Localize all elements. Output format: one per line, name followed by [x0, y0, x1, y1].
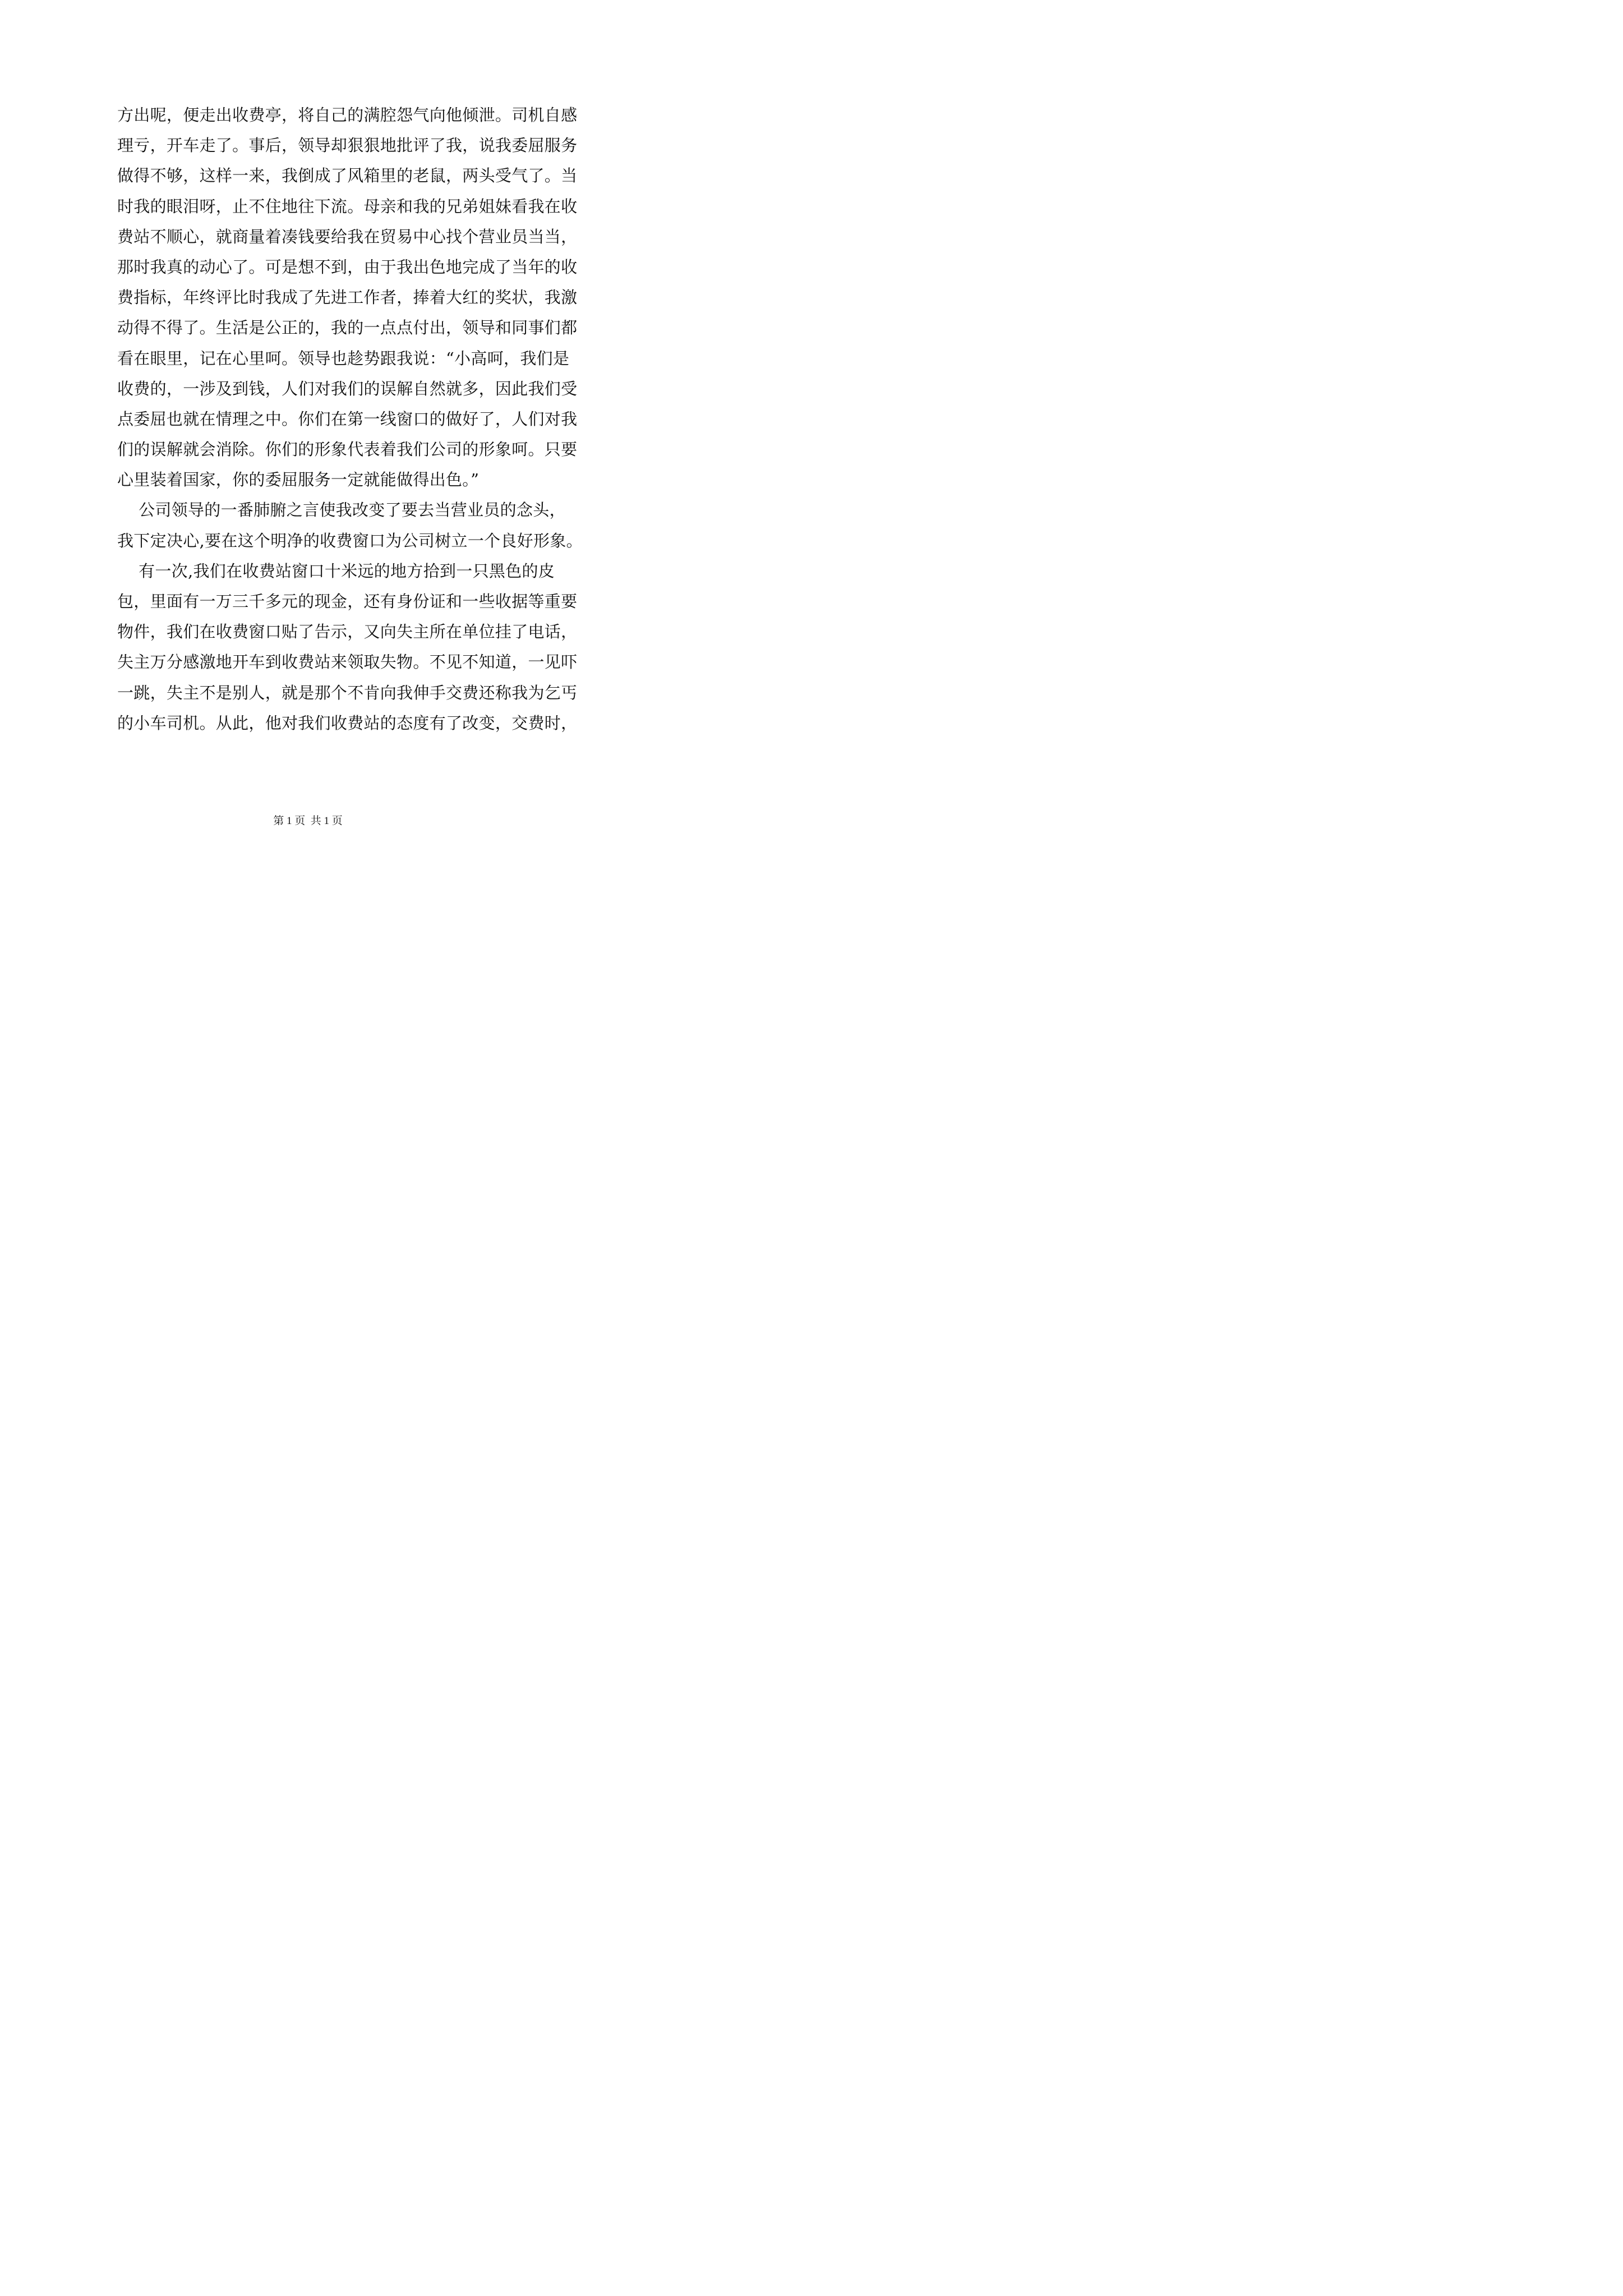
text-line: 物件，我们在收费窗口贴了告示，又向失主所在单位挂了电话，	[117, 622, 578, 642]
text-line: 那时我真的动心了。可是想不到，由于我出色地完成了当年的收	[117, 257, 578, 277]
document-body	[117, 100, 583, 738]
text-line: 时我的眼泪呀，止不住地往下流。母亲和我的兄弟姐妹看我在收	[117, 196, 578, 216]
text-line: 费指标，年终评比时我成了先进工作者，捧着大红的奖状，我激	[117, 288, 578, 307]
text-line: 们的误解就会消除。你们的形象代表着我们公司的形象呵。只要	[117, 440, 578, 459]
text-line: 收费的，一涉及到钱，人们对我们的误解自然就多，因此我们受	[117, 379, 578, 398]
text-line: 我下定决心,要在这个明净的收费窗口为公司树立一个良好形象。	[117, 531, 583, 550]
document-page	[0, 0, 616, 871]
text-line: 心里装着国家，你的委屈服务一定就能做得出色。”	[117, 470, 479, 490]
text-line: 的小车司机。从此，他对我们收费站的态度有了改变，交费时，	[117, 713, 578, 733]
text-line: 费站不顺心，就商量着凑钱要给我在贸易中心找个营业员当当，	[117, 227, 578, 246]
text-line: 方出呢，便走出收费亭，将自己的满腔怨气向他倾泄。司机自感	[117, 105, 578, 125]
text-line: 动得不得了。生活是公正的，我的一点点付出，领导和同事们都	[117, 318, 578, 338]
text-line: 理亏，开车走了。事后，领导却狠狠地批评了我，说我委屈服务	[117, 136, 578, 155]
text-line: 失主万分感激地开车到收费站来领取失物。不见不知道，一见吓	[117, 652, 578, 672]
text-line: 一跳，失主不是别人，就是那个不肯向我伸手交费还称我为乞丐	[117, 683, 578, 702]
paragraph-start-line: 公司领导的一番肺腑之言使我改变了要去当营业员的念头，	[117, 500, 566, 520]
paragraph-start-line: 有一次,我们在收费站窗口十米远的地方拾到一只黑色的皮	[117, 561, 555, 581]
text-line: 点委屈也就在情理之中。你们在第一线窗口的做好了，人们对我	[117, 409, 578, 429]
text-line: 做得不够，这样一来，我倒成了风箱里的老鼠，两头受气了。当	[117, 166, 578, 186]
text-line: 看在眼里，记在心里呵。领导也趁势跟我说：“小高呵，我们是	[117, 348, 570, 368]
page-number-footer: 第 1 页 共 1 页	[273, 815, 343, 827]
text-line: 包，里面有一万三千多元的现金，还有身份证和一些收据等重要	[117, 592, 578, 611]
